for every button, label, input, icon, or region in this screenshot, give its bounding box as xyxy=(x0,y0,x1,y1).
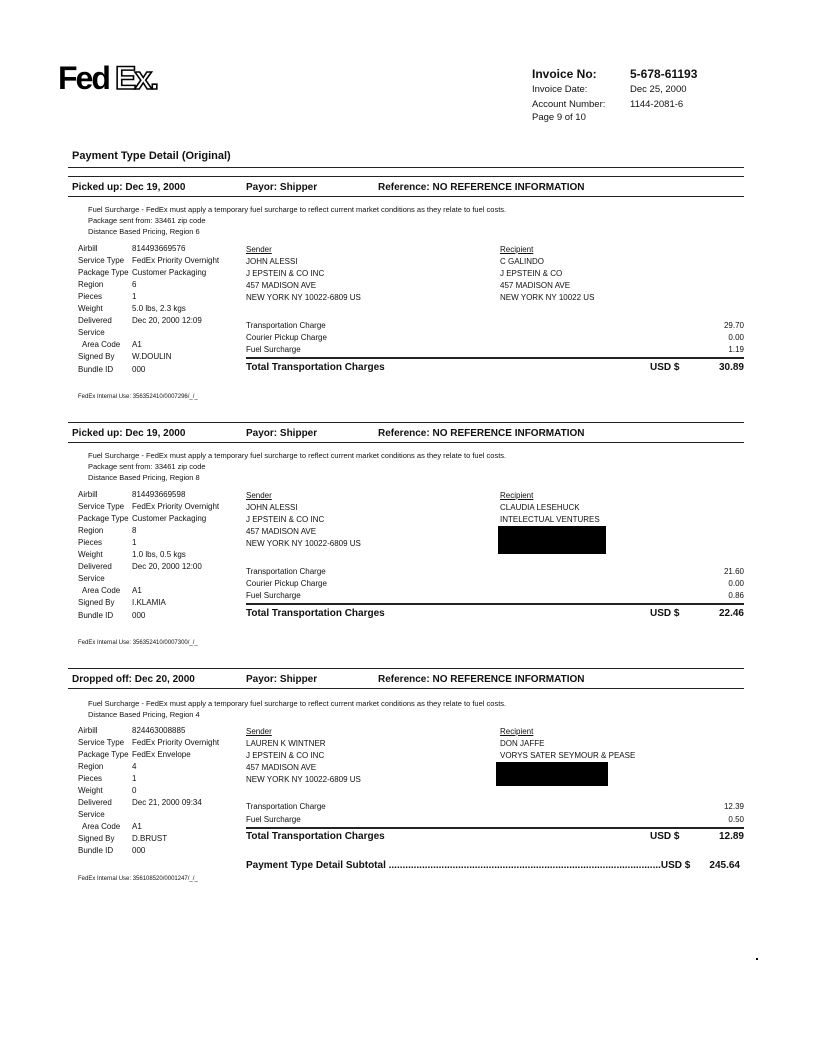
weight-value: 1.0 lbs, 0.5 kgs xyxy=(132,550,186,559)
package-type-label: Package Type xyxy=(78,750,129,759)
transportation-charge-label: Transportation Charge xyxy=(246,321,326,330)
page-indicator: Page 9 of 10 xyxy=(532,112,586,123)
area-code-label: Area Code xyxy=(82,822,121,831)
recipient-line: VORYS SATER SEYMOUR & PEASE xyxy=(500,751,636,760)
subtotal-amount: 245.64 xyxy=(709,860,740,871)
region-label: Region xyxy=(78,280,104,289)
area-code-value: A1 xyxy=(132,340,142,349)
bundle-id-label: Bundle ID xyxy=(78,611,114,620)
recipient-line: 457 MADISON AVE xyxy=(500,281,571,290)
bundle-id-value: 000 xyxy=(132,846,146,855)
sender-line: JOHN ALESSI xyxy=(246,503,298,512)
shipment-top-rule xyxy=(68,422,744,423)
subtotal-label: Payment Type Detail Subtotal ..................................................................................................USD $ xyxy=(246,860,691,871)
weight-value: 5.0 lbs, 2.3 kgs xyxy=(132,304,186,313)
recipient-line: C GALINDO xyxy=(500,257,545,266)
transportation-charge-amount: 29.70 xyxy=(723,321,744,330)
total-rule xyxy=(246,603,744,605)
region-note: Distance Based Pricing, Region 4 xyxy=(88,710,200,719)
pieces-value: 1 xyxy=(132,538,137,547)
area-code-label: Area Code xyxy=(82,586,121,595)
sender-line: NEW YORK NY 10022-6809 US xyxy=(246,775,361,784)
service-type-value: FedEx Priority Overnight xyxy=(132,256,220,265)
redaction-block xyxy=(498,526,606,554)
signed-by-value: W.DOULIN xyxy=(132,352,172,361)
total-label: Total Transportation Charges xyxy=(246,608,385,619)
sender-line: J EPSTEIN & CO INC xyxy=(246,515,325,524)
package-type-value: FedEx Envelope xyxy=(132,750,191,759)
sender-title: Sender xyxy=(246,491,272,500)
signed-by-value: D.BRUST xyxy=(132,834,168,843)
fedex-logo xyxy=(58,58,168,98)
recipient-title: Recipient xyxy=(500,491,534,500)
sender-line: LAUREN K WINTNER xyxy=(246,739,326,748)
airbill-label: Airbill xyxy=(78,490,98,499)
shipment-head-rule xyxy=(68,442,744,443)
sender-line: J EPSTEIN & CO INC xyxy=(246,269,325,278)
package-type-value: Customer Packaging xyxy=(132,268,207,277)
service-label: Service xyxy=(78,328,105,337)
zip-note: Package sent from: 33461 zip code xyxy=(88,462,206,471)
service-type-label: Service Type xyxy=(78,256,125,265)
invoice-date-label: Invoice Date: xyxy=(532,84,588,95)
delivered-label: Delivered xyxy=(78,562,112,571)
signed-by-value: I.KLAMIA xyxy=(132,598,166,607)
internal-use: FedEx Internal Use: 356352410/0007296/_/_ xyxy=(78,394,198,400)
invoice-date-value: Dec 25, 2000 xyxy=(630,84,687,95)
dropoff-date: Dropped off: Dec 20, 2000 xyxy=(72,674,195,685)
service-label: Service xyxy=(78,810,105,819)
transportation-charge-label: Transportation Charge xyxy=(246,802,326,811)
signed-by-label: Signed By xyxy=(78,598,115,607)
service-type-label: Service Type xyxy=(78,738,125,747)
shipment-top-rule xyxy=(68,668,744,669)
fuel-note: Fuel Surcharge - FedEx must apply a temporary fuel surcharge to reflect current market conditions as they relate to fuel costs. xyxy=(88,699,507,708)
delivered-label: Delivered xyxy=(78,798,112,807)
reference: Reference: NO REFERENCE INFORMATION xyxy=(378,182,585,193)
weight-label: Weight xyxy=(78,786,103,795)
bundle-id-label: Bundle ID xyxy=(78,365,114,374)
sender-block xyxy=(246,244,361,304)
invoice-no-value: 5-678-61193 xyxy=(630,67,698,81)
section-rule xyxy=(68,167,744,168)
shipment-head-rule xyxy=(68,196,744,197)
airbill-value: 824463008885 xyxy=(132,726,186,735)
area-code-value: A1 xyxy=(132,822,142,831)
shipment-head-rule xyxy=(68,688,744,689)
pieces-value: 1 xyxy=(132,774,137,783)
sender-line: 457 MADISON AVE xyxy=(246,763,317,772)
stray-mark xyxy=(756,958,758,960)
sender-block xyxy=(246,726,361,786)
payor: Payor: Shipper xyxy=(246,182,318,193)
pickup-date: Picked up: Dec 19, 2000 xyxy=(72,182,186,193)
redaction-block xyxy=(496,762,608,786)
recipient-line: INTELECTUAL VENTURES xyxy=(500,515,600,524)
service-type-value: FedEx Priority Overnight xyxy=(132,502,220,511)
bundle-id-label: Bundle ID xyxy=(78,846,114,855)
area-code-label: Area Code xyxy=(82,340,121,349)
sender-title: Sender xyxy=(246,727,272,736)
recipient-title: Recipient xyxy=(500,245,534,254)
region-label: Region xyxy=(78,526,104,535)
pieces-label: Pieces xyxy=(78,774,103,783)
bundle-id-value: 000 xyxy=(132,611,146,620)
region-label: Region xyxy=(78,762,104,771)
signed-by-label: Signed By xyxy=(78,834,115,843)
fuel-surcharge-label: Fuel Surcharge xyxy=(246,345,301,354)
transportation-charge-amount: 21.60 xyxy=(723,567,744,576)
region-value: 4 xyxy=(132,762,137,771)
region-note: Distance Based Pricing, Region 6 xyxy=(88,227,200,236)
pickup-date: Picked up: Dec 19, 2000 xyxy=(72,428,186,439)
currency-label: USD $ xyxy=(650,831,680,842)
sender-line: J EPSTEIN & CO INC xyxy=(246,751,325,760)
signed-by-label: Signed By xyxy=(78,352,115,361)
sender-line: NEW YORK NY 10022-6809 US xyxy=(246,539,361,548)
weight-value: 0 xyxy=(132,786,137,795)
internal-use: FedEx Internal Use: 356108520/0001247/_/_ xyxy=(78,876,198,882)
recipient-block xyxy=(500,490,600,526)
total-amount: 22.46 xyxy=(718,608,744,619)
total-amount: 12.89 xyxy=(718,831,744,842)
service-type-label: Service Type xyxy=(78,502,125,511)
recipient-line: CLAUDIA LESEHUCK xyxy=(500,503,580,512)
total-rule xyxy=(246,827,744,829)
bundle-id-value: 000 xyxy=(132,365,146,374)
airbill-value: 814493669598 xyxy=(132,490,186,499)
courier-charge-label: Courier Pickup Charge xyxy=(246,579,327,588)
sender-line: 457 MADISON AVE xyxy=(246,281,317,290)
weight-label: Weight xyxy=(78,304,103,313)
service-label: Service xyxy=(78,574,105,583)
fuel-surcharge-amount: 1.19 xyxy=(728,345,744,354)
region-value: 8 xyxy=(132,526,137,535)
recipient-title: Recipient xyxy=(500,727,534,736)
pieces-label: Pieces xyxy=(78,538,103,547)
delivered-value: Dec 20, 2000 12:00 xyxy=(132,562,202,571)
recipient-block xyxy=(500,244,594,304)
zip-note: Package sent from: 33461 zip code xyxy=(88,216,206,225)
airbill-label: Airbill xyxy=(78,726,98,735)
pieces-value: 1 xyxy=(132,292,137,301)
recipient-block xyxy=(500,726,635,762)
sender-line: JOHN ALESSI xyxy=(246,257,298,266)
recipient-line: NEW YORK NY 10022 US xyxy=(500,293,595,302)
region-note: Distance Based Pricing, Region 8 xyxy=(88,473,200,482)
total-label: Total Transportation Charges xyxy=(246,831,385,842)
region-value: 6 xyxy=(132,280,137,289)
total-label: Total Transportation Charges xyxy=(246,362,385,373)
transportation-charge-label: Transportation Charge xyxy=(246,567,326,576)
reference: Reference: NO REFERENCE INFORMATION xyxy=(378,674,585,685)
sender-line: NEW YORK NY 10022-6809 US xyxy=(246,293,361,302)
payor: Payor: Shipper xyxy=(246,428,318,439)
courier-charge-amount: 0.00 xyxy=(728,579,744,588)
delivered-value: Dec 21, 2000 09:34 xyxy=(132,798,202,807)
fuel-surcharge-amount: 0.50 xyxy=(728,815,744,824)
package-type-label: Package Type xyxy=(78,514,129,523)
package-type-value: Customer Packaging xyxy=(132,514,207,523)
payor: Payor: Shipper xyxy=(246,674,318,685)
delivered-label: Delivered xyxy=(78,316,112,325)
account-number-value: 1144-2081-6 xyxy=(630,99,684,110)
section-title: Payment Type Detail (Original) xyxy=(72,150,231,162)
invoice-no-label: Invoice No: xyxy=(532,67,597,81)
fuel-surcharge-amount: 0.86 xyxy=(728,591,744,600)
delivered-value: Dec 20, 2000 12:09 xyxy=(132,316,202,325)
recipient-line: J EPSTEIN & CO xyxy=(500,269,563,278)
internal-use: FedEx Internal Use: 356352410/0007300/_/_ xyxy=(78,640,198,646)
reference: Reference: NO REFERENCE INFORMATION xyxy=(378,428,585,439)
fuel-note: Fuel Surcharge - FedEx must apply a temporary fuel surcharge to reflect current market conditions as they relate to fuel costs. xyxy=(88,205,507,214)
currency-label: USD $ xyxy=(650,608,680,619)
recipient-line: DON JAFFE xyxy=(500,739,545,748)
area-code-value: A1 xyxy=(132,586,142,595)
pieces-label: Pieces xyxy=(78,292,103,301)
sender-line: 457 MADISON AVE xyxy=(246,527,317,536)
total-rule xyxy=(246,357,744,359)
airbill-value: 814493669576 xyxy=(132,244,186,253)
airbill-label: Airbill xyxy=(78,244,98,253)
transportation-charge-amount: 12.39 xyxy=(723,802,744,811)
shipment-top-rule xyxy=(68,176,744,177)
package-type-label: Package Type xyxy=(78,268,129,277)
courier-charge-label: Courier Pickup Charge xyxy=(246,333,327,342)
fuel-note: Fuel Surcharge - FedEx must apply a temporary fuel surcharge to reflect current market conditions as they relate to fuel costs. xyxy=(88,451,507,460)
total-amount: 30.89 xyxy=(718,362,744,373)
fuel-surcharge-label: Fuel Surcharge xyxy=(246,815,301,824)
service-type-value: FedEx Priority Overnight xyxy=(132,738,220,747)
sender-block xyxy=(246,490,361,550)
account-number-label: Account Number: xyxy=(532,99,606,110)
courier-charge-amount: 0.00 xyxy=(728,333,744,342)
svg-text:Fed: Fed xyxy=(58,60,109,96)
svg-text:Ex.: Ex. xyxy=(115,60,158,96)
weight-label: Weight xyxy=(78,550,103,559)
sender-title: Sender xyxy=(246,245,272,254)
currency-label: USD $ xyxy=(650,362,680,373)
fuel-surcharge-label: Fuel Surcharge xyxy=(246,591,301,600)
